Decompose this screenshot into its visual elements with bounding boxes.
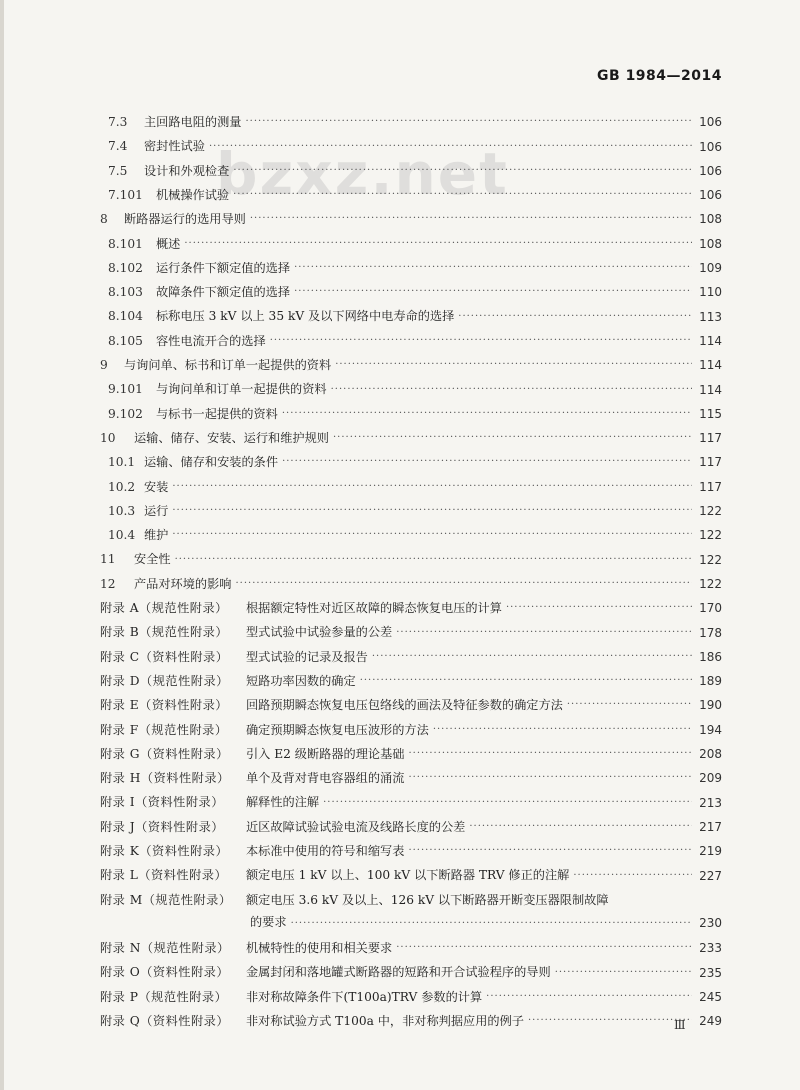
leader-dots (323, 797, 692, 809)
leader-dots (184, 238, 692, 250)
toc-entry-page: 122 (699, 528, 722, 543)
toc-entry-number: 11 (100, 552, 116, 567)
toc-entry-number: 9.101 (108, 382, 143, 397)
leader-dots (458, 311, 692, 323)
toc-entry-title: 运输、储存、安装、运行和维护规则 (134, 430, 329, 445)
toc-entry-page: 106 (699, 139, 722, 154)
leader-dots (372, 651, 692, 663)
toc-entry-title: 设计和外观检查 (144, 163, 230, 178)
toc-entry (100, 274, 722, 298)
annex-title-continuation: 的要求 (250, 915, 287, 930)
table-of-contents (100, 104, 722, 1027)
leader-dots (282, 408, 692, 420)
toc-entry (100, 396, 722, 420)
annex-title: 型式试验的记录及报告 (246, 649, 368, 664)
leader-dots (282, 456, 692, 468)
toc-entry-page: 117 (699, 455, 722, 470)
toc-entry-title: 与标书一起提供的资料 (156, 406, 278, 421)
annex-page: 208 (699, 747, 722, 762)
annex-label: 附录 I（资料性附录） (100, 795, 224, 810)
leader-dots (209, 141, 692, 153)
leader-dots (335, 359, 692, 371)
page-number: Ⅲ (674, 1018, 686, 1032)
annex-page: 245 (699, 989, 722, 1004)
annex-entry-continuation (100, 906, 722, 930)
toc-entry-number: 10 (100, 430, 116, 445)
annex-title: 非对称试验方式 T100a 中，非对称判据应用的例子 (246, 1014, 524, 1029)
toc-entry-title: 容性电流开合的选择 (156, 333, 266, 348)
leader-dots (172, 529, 692, 541)
toc-entry-page: 114 (699, 358, 722, 373)
toc-entry-title: 标称电压 3 kV 以上 35 kV 及以下网络中电寿命的选择 (156, 309, 455, 324)
annex-page: 178 (699, 625, 722, 640)
toc-entry (100, 493, 722, 517)
toc-entry (100, 177, 722, 201)
annex-page: 190 (699, 698, 722, 713)
annex-page: 235 (699, 965, 722, 980)
leader-dots (175, 554, 692, 566)
annex-title: 近区故障试验试验电流及线路长度的公差 (246, 819, 466, 834)
annex-label: 附录 B（规范性附录） (100, 625, 229, 640)
toc-entry-page: 109 (699, 261, 722, 276)
toc-entry-number: 10.1 (108, 455, 136, 470)
annex-label: 附录 G（资料性附录） (100, 746, 229, 761)
toc-entry-title: 安全性 (134, 552, 171, 567)
annex-label: 附录 P（规范性附录） (100, 989, 228, 1004)
leader-dots (333, 432, 692, 444)
annex-label: 附录 J（资料性附录） (100, 819, 224, 834)
toc-entry (100, 444, 722, 468)
annex-page: 209 (699, 771, 722, 786)
toc-entry (100, 104, 722, 128)
annex-entry (100, 1003, 722, 1027)
annex-label: 附录 F（规范性附录） (100, 722, 228, 737)
toc-entry (100, 153, 722, 177)
toc-entry-number: 8.101 (108, 236, 143, 251)
annex-entry (100, 979, 722, 1003)
toc-entry-title: 运行条件下额定值的选择 (156, 260, 291, 275)
annex-page: 186 (699, 649, 722, 664)
annex-title: 型式试验中试验参量的公差 (246, 625, 393, 640)
leader-dots (573, 870, 692, 882)
toc-entry-page: 117 (699, 479, 722, 494)
leader-dots (469, 821, 692, 833)
annex-label: 附录 O（资料性附录） (100, 965, 230, 980)
annex-label: 附录 L（资料性附录） (100, 868, 228, 883)
annex-label: 附录 H（资料性附录） (100, 771, 230, 786)
annex-entry (100, 882, 722, 906)
annex-entry (100, 857, 722, 881)
annex-title: 短路功率因数的确定 (246, 673, 356, 688)
annex-entry (100, 833, 722, 857)
toc-entry (100, 541, 722, 565)
leader-dots (233, 165, 692, 177)
annex-page: 249 (699, 1014, 722, 1029)
annex-page: 213 (699, 795, 722, 810)
toc-entry-number: 9.102 (108, 406, 143, 421)
toc-entry-page: 108 (699, 236, 722, 251)
annex-entry (100, 930, 722, 954)
toc-entry (100, 298, 722, 322)
annex-title: 额定电压 1 kV 以上、100 kV 以下断路器 TRV 修正的注解 (246, 868, 570, 883)
leader-dots (396, 942, 692, 954)
toc-entry-title: 产品对环境的影响 (134, 576, 232, 591)
toc-entry-number: 8.103 (108, 285, 143, 300)
toc-entry-title: 概述 (156, 236, 181, 251)
annex-label: 附录 C（资料性附录） (100, 649, 229, 664)
annex-label: 附录 A（规范性附录） (100, 601, 228, 616)
toc-entry-page: 122 (699, 576, 722, 591)
annex-page: 194 (699, 722, 722, 737)
leader-dots (396, 627, 692, 639)
standard-code: GB 1984—2014 (597, 68, 722, 84)
toc-entry-number: 8.104 (108, 309, 143, 324)
leader-dots (294, 262, 692, 274)
toc-entry-title: 断路器运行的选用导则 (124, 212, 246, 227)
toc-entry-page: 114 (699, 382, 722, 397)
page-edge (0, 0, 4, 1090)
leader-dots (291, 918, 692, 930)
toc-entry-page: 106 (699, 115, 722, 130)
toc-entry-page: 114 (699, 333, 722, 348)
annex-page: 219 (699, 844, 722, 859)
annex-entry (100, 663, 722, 687)
toc-entry-title: 与询问单和订单一起提供的资料 (156, 382, 327, 397)
leader-dots (246, 116, 693, 128)
annex-label: 附录 N（规范性附录） (100, 941, 230, 956)
toc-entry (100, 517, 722, 541)
toc-entry-page: 108 (699, 212, 722, 227)
annex-entry (100, 954, 722, 978)
leader-dots (233, 189, 692, 201)
toc-entry-number: 12 (100, 576, 116, 591)
annex-entry (100, 614, 722, 638)
leader-dots (172, 505, 692, 517)
toc-entry-title: 机械操作试验 (156, 187, 230, 202)
annex-entry (100, 639, 722, 663)
annex-label: 附录 E（资料性附录） (100, 698, 228, 713)
annex-title: 非对称故障条件下(T100a)TRV 参数的计算 (246, 989, 483, 1004)
toc-entry-title: 维护 (144, 528, 169, 543)
leader-dots (408, 748, 692, 760)
toc-entry-page: 110 (699, 285, 722, 300)
toc-entry-page: 106 (699, 163, 722, 178)
annex-entry (100, 784, 722, 808)
annex-entry (100, 590, 722, 614)
leader-dots (408, 845, 692, 857)
annex-page: 233 (699, 941, 722, 956)
toc-entry-number: 8.105 (108, 333, 143, 348)
leader-dots (528, 1015, 692, 1027)
toc-entry (100, 201, 722, 225)
leader-dots (270, 335, 692, 347)
leader-dots (408, 772, 692, 784)
toc-entry (100, 566, 722, 590)
toc-entry-title: 密封性试验 (144, 139, 205, 154)
toc-entry-page: 122 (699, 504, 722, 519)
annex-title: 本标准中使用的符号和缩写表 (246, 844, 405, 858)
toc-entry (100, 468, 722, 492)
toc-entry-number: 9 (100, 358, 108, 373)
leader-dots (433, 724, 692, 736)
annex-title: 引入 E2 级断路器的理论基础 (246, 746, 405, 761)
leader-dots (172, 481, 692, 493)
annex-page: 189 (699, 674, 722, 689)
leader-dots (506, 602, 692, 614)
toc-entry-number: 10.2 (108, 479, 136, 494)
annex-title: 确定预期瞬态恢复电压波形的方法 (246, 722, 429, 737)
toc-entry (100, 347, 722, 371)
toc-entry-title: 运行 (144, 503, 169, 518)
toc-entry-page: 115 (699, 406, 722, 421)
toc-entry-page: 113 (699, 309, 722, 324)
annex-page: 217 (699, 819, 722, 834)
toc-entry-title: 与询问单、标书和订单一起提供的资料 (124, 358, 332, 373)
leader-dots (331, 384, 692, 396)
annex-label: 附录 M（规范性附录） (100, 892, 232, 907)
leader-dots (250, 213, 692, 225)
toc-entry-title: 故障条件下额定值的选择 (156, 285, 291, 300)
annex-title: 解释性的注解 (246, 795, 320, 810)
toc-entry-number: 10.4 (108, 528, 136, 543)
annex-entry (100, 711, 722, 735)
toc-entry (100, 128, 722, 152)
toc-entry (100, 420, 722, 444)
toc-entry-number: 7.101 (108, 187, 143, 202)
toc-entry-number: 7.4 (108, 139, 128, 154)
toc-entry-page: 122 (699, 552, 722, 567)
annex-title: 单个及背对背电容器组的涌流 (246, 771, 405, 786)
toc-entry (100, 323, 722, 347)
toc-entry-number: 10.3 (108, 503, 136, 518)
annex-page: 227 (699, 868, 722, 883)
toc-entry-page: 117 (699, 431, 722, 446)
leader-dots (567, 699, 692, 711)
toc-entry (100, 225, 722, 249)
toc-entry-number: 7.3 (108, 115, 128, 130)
toc-entry-title: 安装 (144, 479, 169, 494)
annex-page: 170 (699, 601, 722, 616)
annex-label: 附录 K（资料性附录） (100, 844, 229, 858)
leader-dots (236, 578, 693, 590)
annex-entry (100, 809, 722, 833)
annex-title: 回路预期瞬态恢复电压包络线的画法及特征参数的确定方法 (246, 698, 563, 713)
annex-entry (100, 760, 722, 784)
toc-entry-number: 7.5 (108, 163, 128, 178)
toc-entry-title: 主回路电阻的测量 (144, 115, 242, 130)
toc-entry-title: 运输、储存和安装的条件 (144, 455, 279, 470)
watermark: bzxz.net (216, 140, 509, 208)
annex-entry (100, 687, 722, 711)
toc-entry-number: 8.102 (108, 260, 143, 275)
annex-page: 230 (699, 916, 722, 931)
toc-entry-page: 106 (699, 188, 722, 203)
toc-entry (100, 250, 722, 274)
toc-entry-number: 8 (100, 212, 108, 227)
leader-dots (486, 991, 692, 1003)
leader-dots (555, 967, 692, 979)
annex-title: 额定电压 3.6 kV 及以上、126 kV 以下断路器开断变压器限制故障 (246, 892, 609, 907)
annex-title: 机械特性的使用和相关要求 (246, 941, 393, 956)
annex-title: 金属封闭和落地罐式断路器的短路和开合试验程序的导则 (246, 965, 551, 980)
leader-dots (360, 675, 692, 687)
annex-entry (100, 736, 722, 760)
annex-label: 附录 D（规范性附录） (100, 673, 229, 688)
annex-label: 附录 Q（资料性附录） (100, 1014, 230, 1029)
leader-dots (294, 286, 692, 298)
annex-title: 根据额定特性对近区故障的瞬态恢复电压的计算 (246, 601, 502, 616)
toc-entry (100, 371, 722, 395)
